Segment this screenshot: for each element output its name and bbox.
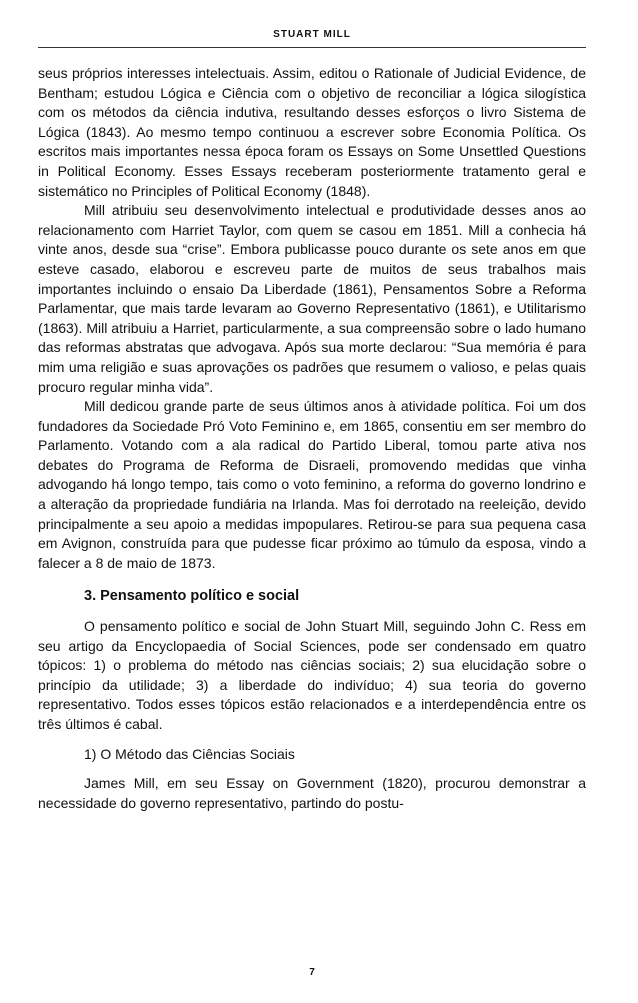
running-header: STUART MILL bbox=[273, 29, 351, 40]
section-heading: 3. Pensamento político e social bbox=[84, 588, 300, 605]
paragraph-3: Mill dedicou grande parte de seus últimos anos à atividade política. Foi um dos fundadores da Sociedade Pró Voto Feminino e, em 1865, consentiu em ser membro do Parlamento. Votando com a ala radical do Partido Liberal, tomou parte ativa nos debates do Programa de Reforma de Disraeli, promovendo medidas que vinha advogando há longo tempo, tais como o voto feminino, a reforma do governo londrino e a alteração da propriedade fundiária na Irlanda. Mas foi derrotado na reeleição, devido principalmente a seu apoio a medidas impopulares. Retirou-se para sua pequena casa em Avignon, construída para que pudesse ficar próximo ao túmulo da esposa, vindo a falecer a 8 de maio de 1873. bbox=[38, 398, 586, 571]
paragraph-2: Mill atribuiu seu desenvolvimento intelectual e produtividade desses anos ao relacionamento com Harriet Taylor, com quem se casou em 1851. Mill a conhecia há vinte anos, desde sua “crise”. Embora publicasse pouco durante os sete anos em que esteve casado, elaborou e escreveu parte de muitos de seus trabalhos mais importantes incluindo o ensaio Da Liberdade (1861), Pensamentos Sobre a Reforma Parlamentar, que mais tarde levaram ao Governo Representativo (1861), e Utilitarismo (1863). Mill atribuiu a Harriet, particularmente, a sua compreensão sobre o lado humano das reformas abstratas que advogava. Após sua morte declarou: “Sua memória é para mim uma religião e suas aprovações os padrões que resumem o valioso, e pelas quais procuro regular minha vida”. bbox=[38, 202, 586, 395]
subsection-heading: 1) O Método das Ciências Sociais bbox=[84, 745, 295, 762]
header-rule bbox=[38, 47, 586, 48]
body-text bbox=[38, 64, 586, 813]
paragraph-5: James Mill, em seu Essay on Government (1820), procurou demonstrar a necessidade do governo representativo, partindo do postu- bbox=[38, 775, 586, 811]
paragraph-1: seus próprios interesses intelectuais. Assim, editou o Rationale of Judicial Evidence, de Bentham; estudou Lógica e Ciência com o objetivo de reconciliar a lógica silogística com os métodos da ciência indutiva, resultando desses esforços o livro Sistema de Lógica (1843). Ao mesmo tempo continuou a escrever sobre Economia Política. Os escritos mais importantes nessa época foram os Essays on Some Unsettled Questions in Political Economy. Esses Essays receberam posteriormente tratamento geral e sistemático no Principles of Political Economy (1848). bbox=[38, 65, 586, 199]
paragraph-4: O pensamento político e social de John Stuart Mill, seguindo John C. Ress em seu artigo da Encyclopaedia of Social Sciences, pode ser condensado em quatro tópicos: 1) o problema do método nas ciências sociais; 2) sua elucidação sobre o princípio da utilidade; 3) a liberdade do indivíduo; 4) sua teoria do governo representativo. Todos esses tópicos estão relacionados e a interdependência entre os três últimos é cabal. bbox=[38, 618, 586, 732]
page-number: 7 bbox=[309, 967, 315, 978]
document-page bbox=[38, 0, 586, 1003]
